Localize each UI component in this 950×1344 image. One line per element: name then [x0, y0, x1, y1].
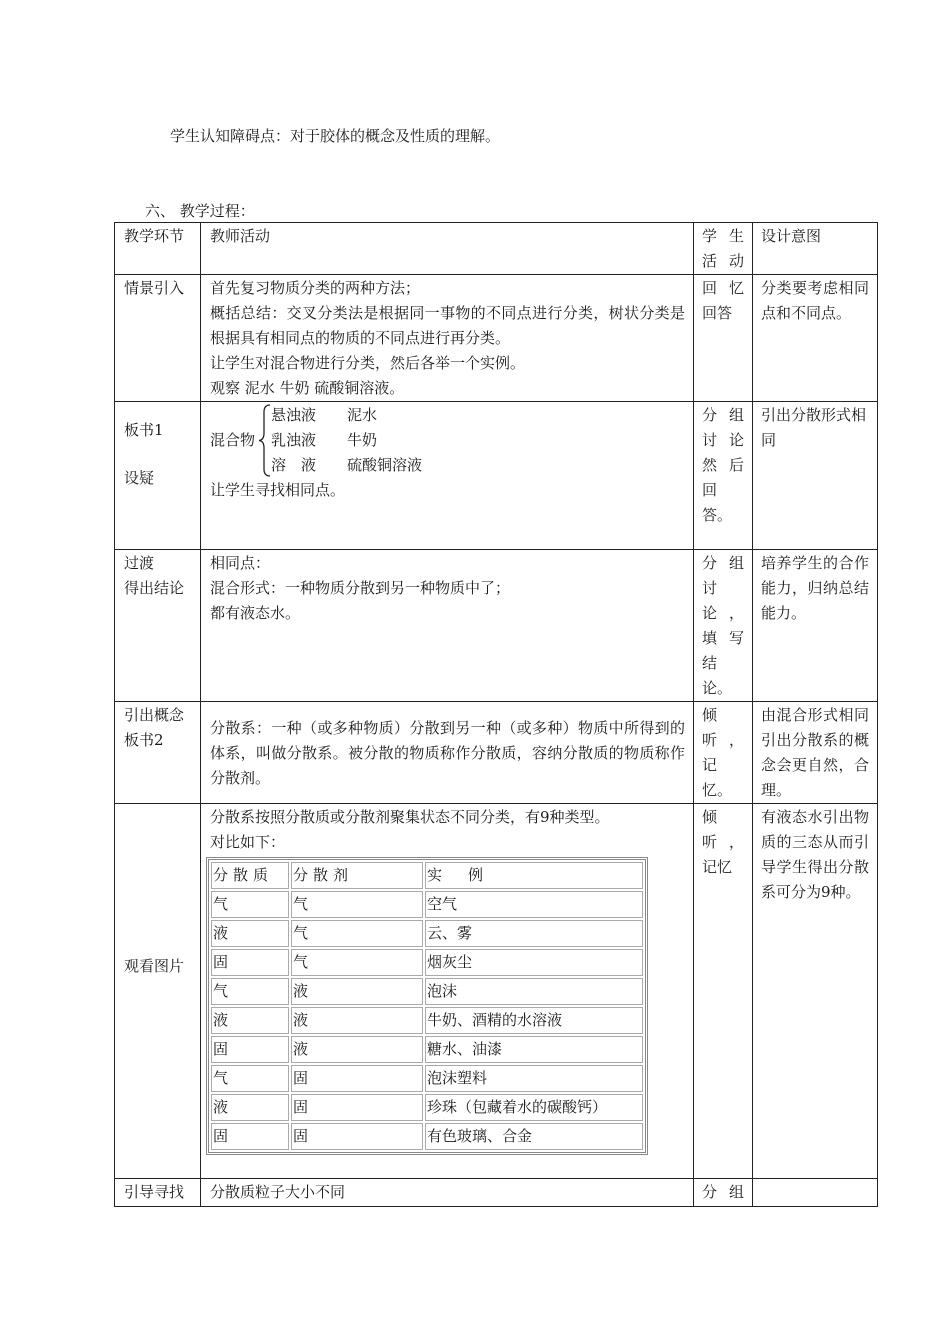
brace-item	[271, 428, 422, 453]
table-row	[115, 804, 878, 1179]
inner-cell: 液	[211, 1094, 289, 1121]
intro-paragraph: 学生认知障碍点：对于胶体的概念及性质的理解。	[170, 127, 501, 145]
inner-cell: 液	[211, 1007, 289, 1034]
inner-cell: 固	[291, 1123, 423, 1150]
mixture-example: 泥水	[347, 406, 378, 424]
mixture-example: 硫酸铜溶液	[347, 456, 423, 474]
inner-row	[211, 949, 643, 976]
inner-cell: 云、雾	[425, 920, 643, 947]
inner-cell: 气	[291, 891, 423, 918]
student-activity: 分组讨论，填写结论。	[694, 550, 753, 702]
teacher-line: 分散质粒子大小不同	[210, 1183, 346, 1201]
design-intent: 分类要考虑相同点和不同点。	[753, 275, 878, 402]
inner-cell: 液	[291, 1036, 423, 1063]
inner-row	[211, 891, 643, 918]
inner-header: 分散质	[211, 862, 289, 889]
stage-label: 观看图片	[124, 956, 185, 975]
teacher-line: 观察 泥水 牛奶 硫酸铜溶液。	[210, 379, 405, 397]
curly-brace-icon	[257, 403, 271, 478]
design-intent: 有液态水引出物质的三态从而引导学生得出分散系可分为9种。	[753, 804, 878, 1179]
header-intent: 设计意图	[753, 223, 878, 275]
teacher-line: 让学生对混合物进行分类，然后各举一个实例。	[210, 354, 526, 372]
inner-cell: 固	[211, 1123, 289, 1150]
student-activity: 倾听，记忆。	[694, 702, 753, 804]
teacher-line: 让学生寻找相同点。	[210, 481, 346, 499]
table-row	[115, 550, 878, 702]
inner-cell: 气	[211, 1065, 289, 1092]
inner-row	[211, 920, 643, 947]
student-activity: 分组讨论然后回答。	[694, 402, 753, 550]
header-stage: 教学环节	[115, 223, 201, 275]
inner-cell: 糖水、油漆	[425, 1036, 643, 1063]
inner-cell: 液	[211, 920, 289, 947]
stage-label: 情景引入	[124, 279, 185, 297]
header-student: 学生活动	[694, 223, 753, 275]
teacher-line: 混合形式：一种物质分散到另一种物质中了；	[210, 579, 511, 597]
design-intent: 培养学生的合作能力，归纳总结能力。	[753, 550, 878, 702]
teacher-line: 分散系：一种（或多种物质）分散到另一种（或多种）物质中所得到的体系，叫做分散系。被分散的物质称作分散质，容纳分散质的物质称作分散剂。	[210, 718, 685, 787]
mixture-type: 乳浊液	[271, 431, 317, 449]
inner-header: 分散剂	[291, 862, 423, 889]
stage-label: 引出概念	[124, 706, 185, 724]
inner-cell: 牛奶、酒精的水溶液	[425, 1007, 643, 1034]
header-teacher: 教师活动	[201, 223, 694, 275]
inner-cell: 固	[291, 1065, 423, 1092]
brace-label: 混合物	[210, 431, 256, 449]
brace-item	[271, 403, 422, 428]
mixture-example: 牛奶	[347, 431, 378, 449]
student-activity: 分组	[694, 1179, 753, 1207]
inner-header-row	[211, 862, 643, 889]
stage-label: 过渡	[124, 554, 155, 572]
design-intent: 由混合形式相同引出分散系的概念会更自然，合理。	[753, 702, 878, 804]
inner-header: 实例	[425, 862, 643, 889]
header-row	[115, 223, 878, 275]
table-row	[115, 702, 878, 804]
stage-label: 设疑	[124, 469, 155, 487]
teacher-line: 都有液态水。	[210, 604, 301, 622]
dispersion-types-table	[206, 857, 648, 1155]
table-row	[115, 1179, 878, 1207]
mixture-classification	[210, 403, 685, 478]
mixture-type: 溶液	[271, 456, 332, 474]
inner-cell: 泡沫	[425, 978, 643, 1005]
inner-row	[211, 1007, 643, 1034]
stage-label: 引导寻找	[124, 1183, 185, 1201]
student-activity: 倾听，记忆	[694, 804, 753, 1179]
inner-row	[211, 1094, 643, 1121]
inner-row	[211, 1065, 643, 1092]
teacher-line: 相同点：	[210, 554, 271, 572]
inner-cell: 珍珠（包藏着水的碳酸钙）	[425, 1094, 643, 1121]
inner-cell: 固	[291, 1094, 423, 1121]
stage-label: 板书2	[124, 731, 164, 749]
teacher-line: 分散系按照分散质或分散剂聚集状态不同分类，有9种类型。	[210, 808, 610, 826]
teacher-line: 首先复习物质分类的两种方法；	[210, 279, 421, 297]
mixture-type: 悬浊液	[271, 406, 317, 424]
inner-cell: 泡沫塑料	[425, 1065, 643, 1092]
inner-cell: 液	[291, 978, 423, 1005]
teaching-process-table	[114, 222, 878, 1207]
teacher-line: 概括总结：交叉分类法是根据同一事物的不同点进行分类，树状分类是根据具有相同点的物质的不同点进行再分类。	[210, 304, 685, 347]
inner-cell: 固	[211, 949, 289, 976]
inner-row	[211, 1123, 643, 1150]
brace-item	[271, 453, 422, 478]
teacher-line: 对比如下：	[210, 833, 286, 851]
inner-row	[211, 1036, 643, 1063]
inner-cell: 液	[291, 1007, 423, 1034]
inner-cell: 空气	[425, 891, 643, 918]
inner-row	[211, 978, 643, 1005]
inner-cell: 固	[211, 1036, 289, 1063]
table-row	[115, 402, 878, 550]
inner-cell: 气	[211, 978, 289, 1005]
student-activity: 回忆回答	[694, 275, 753, 402]
table-row	[115, 275, 878, 402]
design-intent	[753, 1179, 878, 1207]
inner-cell: 有色玻璃、合金	[425, 1123, 643, 1150]
inner-cell: 气	[211, 891, 289, 918]
inner-cell: 气	[291, 949, 423, 976]
inner-cell: 烟灰尘	[425, 949, 643, 976]
section-heading: 六、 教学过程：	[145, 202, 255, 220]
stage-label: 得出结论	[124, 579, 185, 597]
design-intent: 引出分散形式相同	[753, 402, 878, 550]
inner-cell: 气	[291, 920, 423, 947]
stage-label: 板书1	[124, 421, 164, 439]
